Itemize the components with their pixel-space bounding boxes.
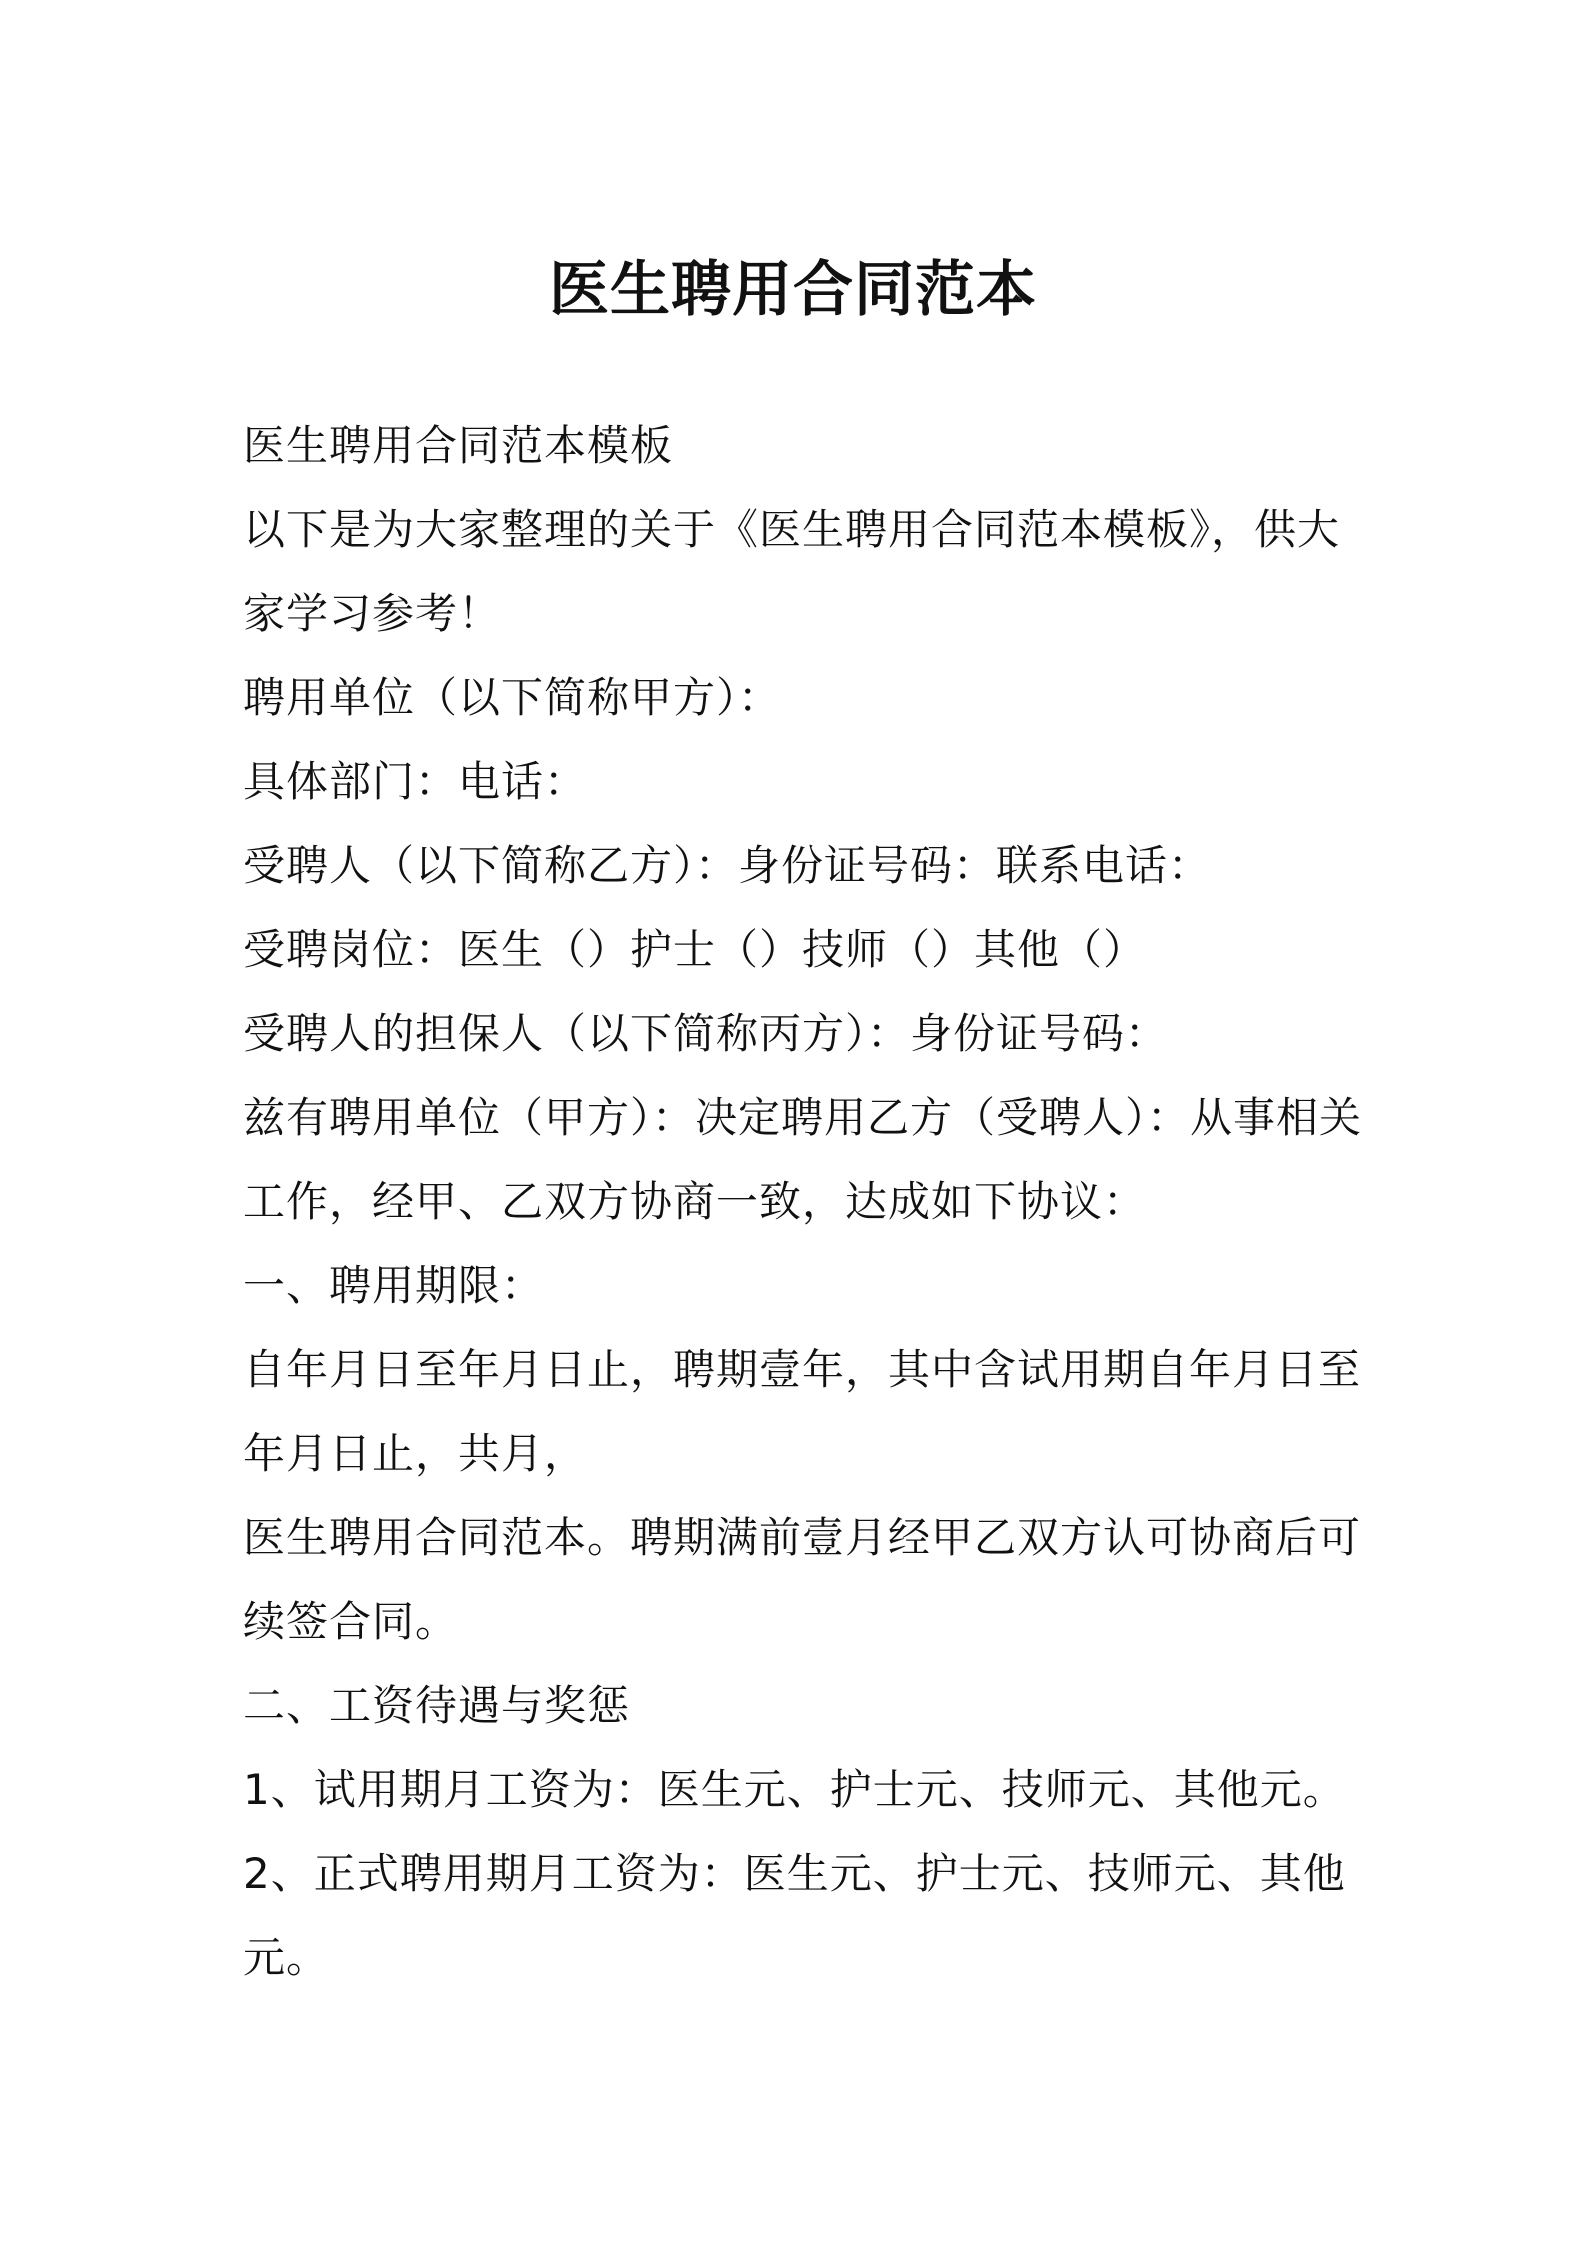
section-heading: 二、工资待遇与奖惩: [243, 1681, 631, 1730]
text-line: 兹有聘用单位（甲方）：决定聘用乙方（受聘人）：从事相关: [243, 1093, 1363, 1142]
text-line: 2、正式聘用期月工资为：医生元、护士元、技师元、其他: [243, 1849, 1346, 1898]
text-line: 受聘人（以下简称乙方）：身份证号码：联系电话：: [243, 841, 1212, 890]
text-line: 年月日止，共月，: [243, 1429, 588, 1478]
text-line: 元。: [243, 1933, 330, 1982]
text-line: 1、试用期月工资为：医生元、护士元、技师元、其他元。: [243, 1765, 1346, 1814]
document-body: [243, 404, 1363, 2000]
text-line: 家学习参考！: [243, 589, 502, 638]
text-line: 受聘岗位：医生（）护士（）技师（）其他（）: [243, 925, 1147, 974]
text-line: 聘用单位（以下简称甲方）：: [243, 673, 782, 722]
document-title: 医生聘用合同范本: [549, 255, 1037, 325]
text-line: 医生聘用合同范本模板: [243, 421, 674, 470]
text-line: 自年月日至年月日止，聘期壹年，其中含试用期自年月日至: [243, 1345, 1362, 1394]
text-line: 工作，经甲、乙双方协商一致，达成如下协议：: [243, 1177, 1147, 1226]
text-line: 受聘人的担保人（以下简称丙方）：身份证号码：: [243, 1009, 1169, 1058]
text-line: 以下是为大家整理的关于《医生聘用合同范本模板》，供大: [243, 505, 1341, 554]
text-line: 医生聘用合同范本。聘期满前壹月经甲乙双方认可协商后可: [243, 1513, 1362, 1562]
section-heading: 一、聘用期限：: [243, 1261, 545, 1310]
text-line: 具体部门：电话：: [243, 757, 588, 806]
text-line: 续签合同。: [243, 1597, 459, 1646]
